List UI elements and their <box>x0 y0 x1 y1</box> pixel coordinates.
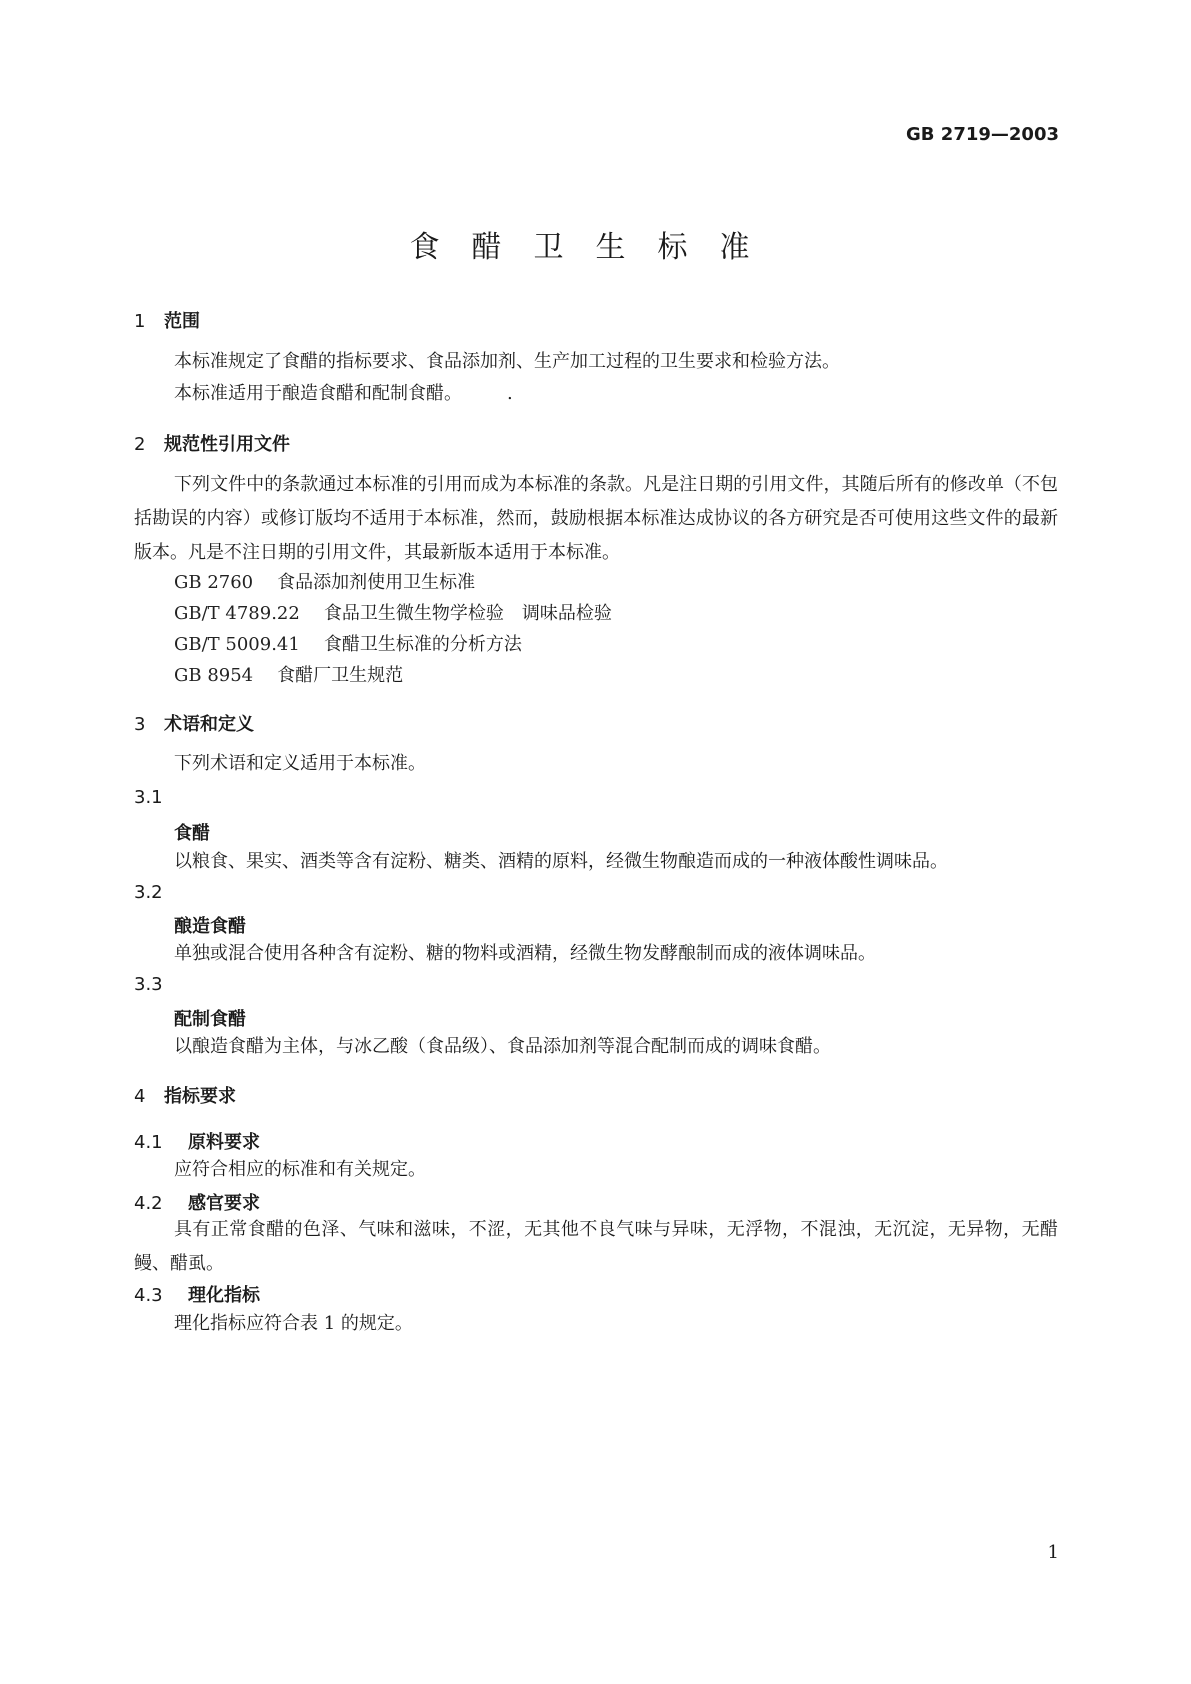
section-1-paragraph-1: 本标准规定了食醋的指标要求、食品添加剂、生产加工过程的卫生要求和检验方法。 <box>174 351 840 372</box>
reference-title: 食品卫生微生物学检验 调味品检验 <box>323 603 612 624</box>
page-number: 1 <box>1047 1542 1059 1563</box>
section-title: 规范性引用文件 <box>164 434 290 455</box>
term-name: 食醋 <box>174 823 210 844</box>
reference-item <box>174 599 612 625</box>
section-1-heading <box>134 307 200 333</box>
subsection-number: 4.1 <box>134 1132 163 1153</box>
reference-code: GB/T 5009.41 <box>174 634 300 655</box>
reference-code: GB 2760 <box>174 572 254 593</box>
term-name: 酿造食醋 <box>174 916 246 937</box>
section-number: 1 <box>134 311 146 332</box>
term-number: 3.1 <box>134 787 163 808</box>
section-4-heading <box>134 1082 236 1108</box>
reference-code: GB 8954 <box>174 665 254 686</box>
subsection-title: 原料要求 <box>188 1132 260 1153</box>
reference-item <box>174 661 403 687</box>
standard-number: GB 2719—2003 <box>906 124 1059 145</box>
term-definition: 单独或混合使用各种含有淀粉、糖的物料或酒精，经微生物发酵酿制而成的液体调味品。 <box>174 943 876 964</box>
section-number: 4 <box>134 1086 146 1107</box>
section-title: 指标要求 <box>164 1086 236 1107</box>
term-number: 3.2 <box>134 882 163 903</box>
subsection-number: 4.2 <box>134 1193 163 1214</box>
subsection-4-1-heading <box>134 1128 260 1154</box>
subsection-4-3-heading <box>134 1281 260 1307</box>
section-number: 2 <box>134 434 146 455</box>
subsection-number: 4.3 <box>134 1285 163 1306</box>
section-2-heading <box>134 430 290 456</box>
section-3-heading <box>134 710 254 736</box>
subsection-4-1-text: 应符合相应的标准和有关规定。 <box>174 1159 426 1180</box>
subsection-4-3-text: 理化指标应符合表 1 的规定。 <box>174 1313 413 1334</box>
reference-item <box>174 568 475 594</box>
section-title: 术语和定义 <box>164 714 254 735</box>
reference-title: 食醋厂卫生规范 <box>277 665 404 686</box>
reference-code: GB/T 4789.22 <box>174 603 300 624</box>
subsection-title: 感官要求 <box>188 1193 260 1214</box>
section-1-paragraph-2: 本标准适用于酿造食醋和配制食醋。 . <box>174 383 513 404</box>
term-number: 3.3 <box>134 974 163 995</box>
section-number: 3 <box>134 714 146 735</box>
reference-title: 食品添加剂使用卫生标准 <box>277 572 476 593</box>
section-3-intro: 下列术语和定义适用于本标准。 <box>174 753 426 774</box>
section-2-paragraph: 下列文件中的条款通过本标准的引用而成为本标准的条款。凡是注日期的引用文件，其随后所有的修改单（不包括勘误的内容）或修订版均不适用于本标准，然而，鼓励根据本标准达成协议的各方研究是否可使用这些文件的最新版本。凡是不注日期的引用文件，其最新版本适用于本标准。 <box>134 474 1058 563</box>
subsection-title: 理化指标 <box>188 1285 260 1306</box>
subsection-4-2-heading <box>134 1189 260 1215</box>
reference-title: 食醋卫生标准的分析方法 <box>323 634 522 655</box>
subsection-4-2-text: 具有正常食醋的色泽、气味和滋味，不涩，无其他不良气味与异味，无浮物，不混浊，无沉淀，无异物，无醋鳗、醋虱。 <box>134 1219 1058 1274</box>
term-definition: 以粮食、果实、酒类等含有淀粉、糖类、酒精的原料，经微生物酿造而成的一种液体酸性调味品。 <box>174 851 948 872</box>
section-title: 范围 <box>164 311 200 332</box>
reference-item <box>174 630 522 656</box>
document-title: 食醋卫生标准 <box>409 230 782 265</box>
term-definition: 以酿造食醋为主体，与冰乙酸（食品级）、食品添加剂等混合配制而成的调味食醋。 <box>174 1036 831 1057</box>
term-name: 配制食醋 <box>174 1009 246 1030</box>
